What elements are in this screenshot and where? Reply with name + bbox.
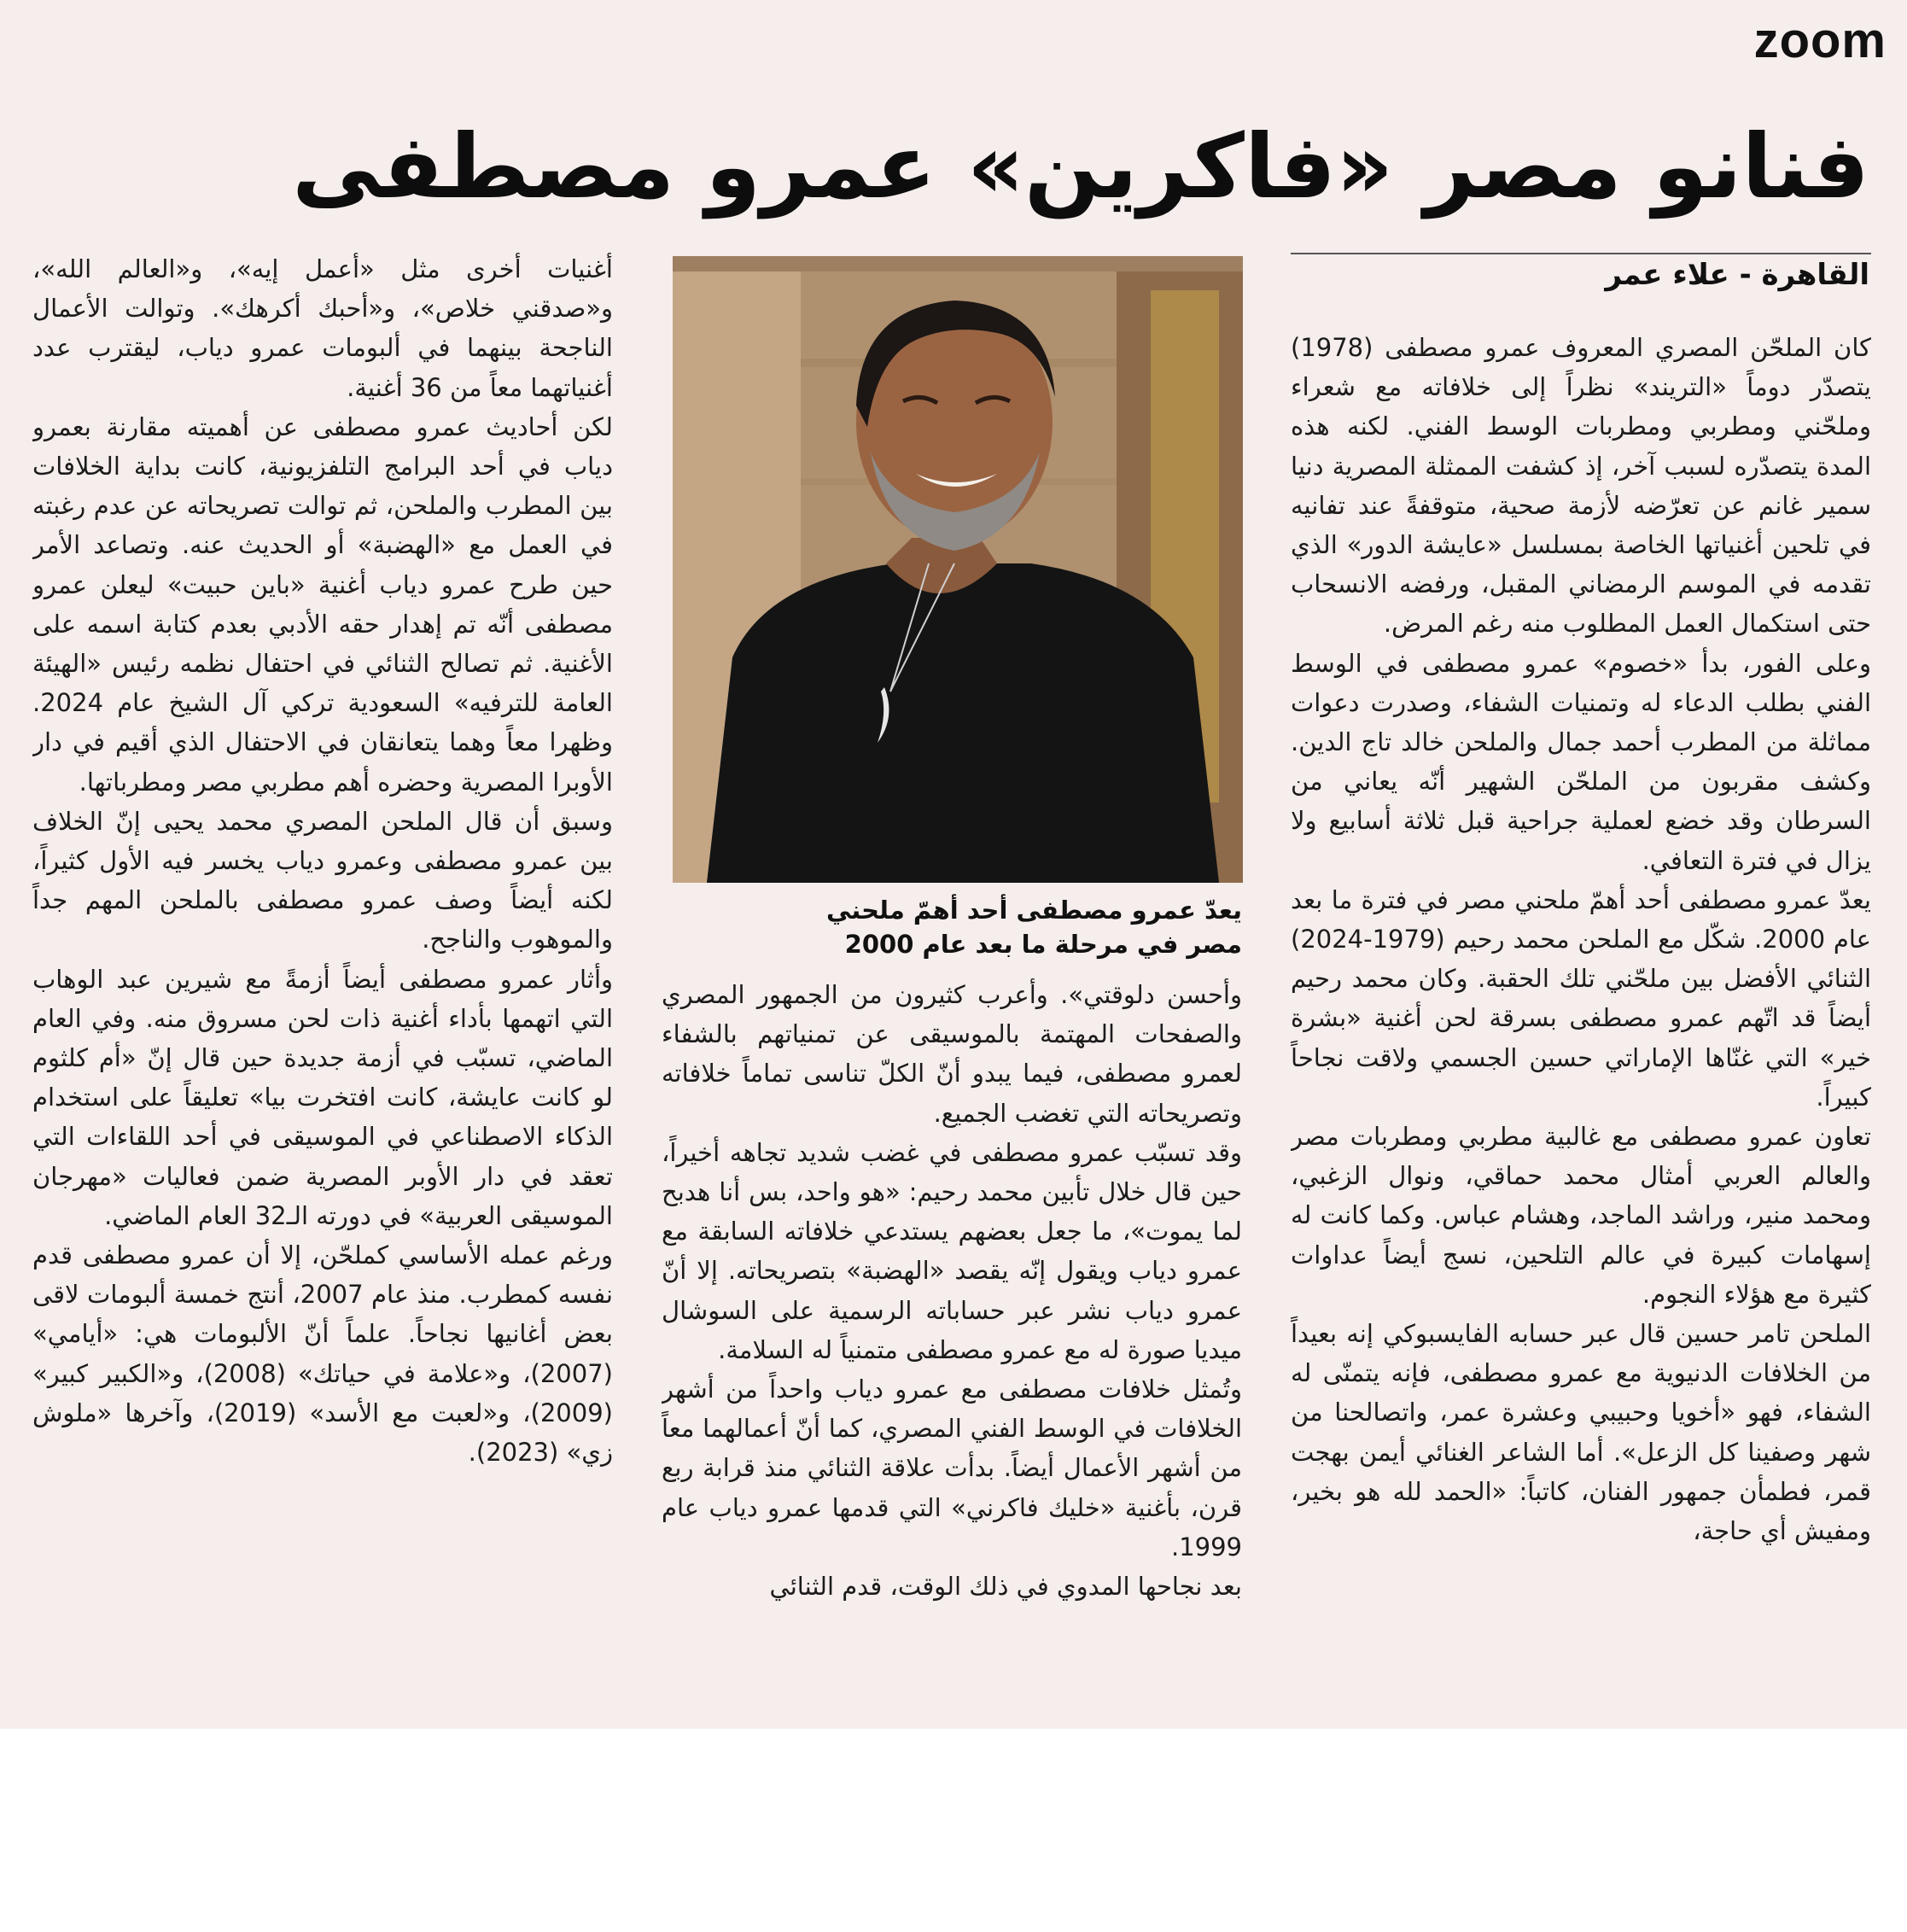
section-tag: zoom (1753, 13, 1887, 68)
paragraph: كان الملحّن المصري المعروف عمرو مصطفى (1978) يتصدّر دوماً «التريند» نظراً إلى خلافاته مع شعراء وملحّني ومطربي ومطربات الوسط الفني. لكنه هذه المدة يتصدّره لسبب آخر، إذ كشفت الممثلة المصرية دنيا سمير غانم عن تعرّضه لأزمة صحية، متوقفةً عند تفانيه في تلحين أغنياتها الخاصة بمسلسل «عايشة الدور» الذي تقدمه في الموسم الرمضاني المقبل، ورفضه الانسحاب حتى استكمال العمل المطلوب منه رغم المرض. (1291, 333, 1871, 639)
paragraph: وأحسن دلوقتي». وأعرب كثيرون من الجمهور المصري والصفحات المهتمة بالموسيقى عن تمنياتهم بالشفاء لعمرو مصطفى، فيما يبدو أنّ الكلّ تناسى تماماً خلافاته وتصريحاته التي تغضب الجميع. (662, 980, 1242, 1128)
article-photo (673, 256, 1243, 883)
caption-line: يعدّ عمرو مصطفى أحد أهمّ ملحني (825, 896, 1242, 925)
caption-line: مصر في مرحلة ما بعد عام 2000 (844, 930, 1242, 959)
paragraph: يعدّ عمرو مصطفى أحد أهمّ ملحني مصر في فترة ما بعد عام 2000. شكّل مع الملحن محمد رحيم (1979-2024) الثنائي الأفضل بين ملحّني تلك الحقبة. وكان محمد رحيم أيضاً قد اتّهم عمرو مصطفى بسرقة لحن أغنية «بشرة خير» التي غنّاها الإماراتي حسين الجسمي ولاقت نجاحاً كبيراً. (1291, 884, 1871, 1112)
paragraph: تعاون عمرو مصطفى مع غالبية مطربي ومطربات مصر والعالم العربي أمثال محمد حماقي، ونوال الزغبي، ومحمد منير، وراشد الماجد، وهشام عباس. وكما كانت له إسهامات كبيرة في عالم التلحين، نسج أيضاً عداوات كثيرة مع هؤلاء النجوم. (1291, 1122, 1871, 1309)
article-column-right (1291, 328, 1871, 1707)
paragraph: وأثار عمرو مصطفى أيضاً أزمةً مع شيرين عبد الوهاب التي اتهمها بأداء أغنية ذات لحن مسروق منه. وفي العام الماضي، تسبّب في أزمة جديدة حين قال إنّ «أم كلثوم لو كانت عايشة، كانت افتخرت بيا» تعليقاً على استخدام الذكاء الاصطناعي في الموسيقى في أحد اللقاءات التي تعقد في دار الأوبر المصرية ضمن فعاليات «مهرجان الموسيقى العربية» في دورته الـ32 العام الماضي. (32, 964, 613, 1230)
paragraph: ورغم عمله الأساسي كملحّن، إلا أن عمرو مصطفى قدم نفسه كمطرب. منذ عام 2007، أنتج خمسة ألبومات لاقى بعض أغانيها نجاحاً. علماً أنّ الألبومات هي: «أيامي» (2007)، و«علامة في حياتك» (2008)، و«الكبير كبير» (2009)، و«لعبت مع الأسد» (2019)، وآخرها «ملوش زي» (2023). (32, 1240, 613, 1468)
paragraph: بعد نجاحها المدوي في ذلك الوقت، قدم الثنائي (769, 1572, 1242, 1602)
article-column-middle (662, 975, 1242, 1709)
paragraph: وتُمثل خلافات مصطفى مع عمرو دياب واحداً من أشهر الخلافات في الوسط الفني المصري، كما أنّ أعمالهما معاً من أشهر الأعمال أيضاً. بدأت علاقة الثنائي منذ قرابة ربع قرن، بأغنية «خليك فاكرني» التي قدمها عمرو دياب عام 1999. (662, 1375, 1242, 1561)
headline: فنانو مصر «فاكرين» عمرو مصطفى (292, 114, 1869, 219)
paragraph: وسبق أن قال الملحن المصري محمد يحيى إنّ الخلاف بين عمرو مصطفى وعمرو دياب يخسر فيه الأول كثيراً، لكنه أيضاً وصف عمرو مصطفى بالملحن المهم جداً والموهوب والناجح. (32, 806, 613, 954)
photo-caption (662, 893, 1242, 961)
article-column-left (32, 249, 613, 1709)
portrait-illustration (673, 256, 1243, 883)
paragraph: أغنيات أخرى مثل «أعمل إيه»، و«العالم الله»، و«صدقني خلاص»، و«أحبك أكرهك». وتوالت الأعمال الناجحة بينهما في ألبومات عمرو دياب، ليقترب عدد أغنياتهما معاً من 36 أغنية. (32, 254, 613, 402)
paragraph: وقد تسبّب عمرو مصطفى في غضب شديد تجاهه أخيراً، حين قال خلال تأبين محمد رحيم: «هو واحد، بس أنا هدبح لما يموت»، ما جعل بعضهم يستدعي خلافاته السابقة مع عمرو دياب ويقول إنّه يقصد «الهضبة» بتصريحاته. إلا أنّ عمرو دياب نشر عبر حساباته الرسمية على السوشال ميديا صورة له مع عمرو مصطفى متمنياً له السلامة. (662, 1137, 1242, 1364)
paragraph: لكن أحاديث عمرو مصطفى عن أهميته مقارنة بعمرو دياب في أحد البرامج التلفزيونية، كانت بداية الخلافات بين المطرب والملحن، ثم توالت تصريحاته عن عدم رغبته في العمل مع «الهضبة» أو الحديث عنه. وتصاعد الأمر حين طرح عمرو دياب أغنية «باين حبيت» ليعلن عمرو مصطفى أنّه تم إهدار حقه الأدبي بعدم كتابة اسمه على الأغنية. ثم تصالح الثنائي في احتفال نظمه رئيس «الهيئة العامة للترفيه» السعودية تركي آل الشيخ عام 2024. وظهرا معاً وهما يتعانقان في الاحتفال الذي أقيم في دار الأوبرا المصرية وحضره أهم مطربي مصر ومطرباتها. (32, 411, 613, 797)
byline: القاهرة - علاء عمر (1605, 258, 1869, 292)
paragraph: الملحن تامر حسين قال عبر حسابه الفايسبوكي إنه بعيداً من الخلافات الدنيوية مع عمرو مصطفى، فإنه يتمنّى له الشفاء، فهو «أخويا وحبيبي وعشرة عمر، واتصالحنا من شهر وصفينا كل الزعل». أما الشاعر الغنائي أيمن بهجت قمر، فطمأن جمهور الفنان، كاتباً: «الحمد لله هو بخير، ومفيش أي حاجة، (1291, 1319, 1871, 1546)
paragraph: وعلى الفور، بدأ «خصوم» عمرو مصطفى في الوسط الفني بطلب الدعاء له وتمنيات الشفاء، وصدرت دعوات مماثلة من المطرب أحمد جمال والملحن خالد تاج الدين. وكشف مقربون من الملحّن الشهير أنّه يعاني من السرطان وقد خضع لعملية جراحية قبل ثلاثة أسابيع ولا يزال في فترة التعافي. (1291, 648, 1871, 875)
